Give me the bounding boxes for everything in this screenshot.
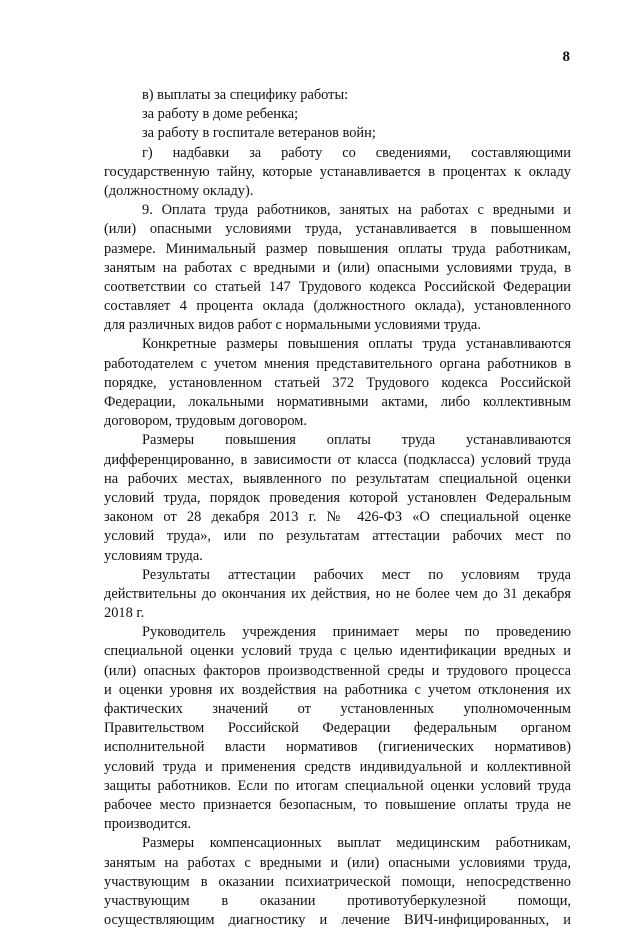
text-line: Федерации, локальными нормативными актами, либо коллективным	[104, 394, 571, 410]
text-line: действительны до окончания их действия, но не более чем до 31 декабря	[104, 585, 571, 602]
text-line: условий труда», или по результатам аттестации рабочих мест по	[104, 528, 571, 545]
text-line: условиям труда.	[104, 547, 203, 564]
page-number: 8	[562, 49, 570, 65]
text-line: производится.	[104, 816, 192, 833]
text-line: дифференцированно, в зависимости от класса (подкласса) условий труда	[104, 451, 571, 468]
text-line: участвующим в оказании психиатрической помощи, непосредственно	[104, 873, 571, 890]
text-line: на рабочих местах, выявленного по результатам специальной оценки	[104, 470, 571, 487]
text-line: Правительством Российской Федерации федеральным органом	[104, 720, 571, 737]
text-line: и оценки уровня их воздействия на работника с учетом отклонения их	[104, 681, 571, 698]
text-line: государственную тайну, которые устанавливается в процентах к окладу	[104, 163, 571, 180]
text-line: участвующим в оказании противотуберкулезной помощи,	[104, 892, 571, 909]
text-line: порядке, установленном статьей 372 Трудового кодекса Российской	[104, 374, 571, 391]
text-line: Руководитель учреждения принимает меры по проведению	[142, 624, 571, 641]
text-line: 9. Оплата труда работников, занятых на работах с вредными и	[142, 202, 571, 219]
text-line: осуществляющим диагностику и лечение ВИЧ-инфицированных, и	[104, 912, 571, 929]
text-line: за работу в госпитале ветеранов войн;	[142, 125, 376, 142]
text-line: (или) опасных факторов производственной среды и трудового процесса	[104, 662, 571, 679]
text-line: исполнительной власти нормативов (гигиенических нормативов)	[104, 739, 571, 756]
text-line: 2018 г.	[104, 605, 145, 622]
text-line: Размеры повышения оплаты труда устанавливаются	[142, 432, 571, 449]
text-line: (должностному окладу).	[104, 182, 254, 199]
text-line: Результаты аттестации рабочих мест по условиям труда	[142, 566, 571, 583]
text-line: за работу в доме ребенка;	[142, 106, 299, 123]
text-line: Размеры компенсационных выплат медицинским работникам,	[142, 835, 571, 852]
text-line: работодателем с учетом мнения представительного органа работников в	[104, 355, 571, 372]
text-line: (или) опасными условиями труда, устанавливается в повышенном	[104, 221, 571, 238]
text-line: в) выплаты за специфику работы:	[142, 87, 349, 103]
text-line: занятым на работах с вредными и (или) опасными условиями труда, в	[104, 259, 571, 276]
document-body	[104, 86, 571, 930]
text-line: Конкретные размеры повышения оплаты труда устанавливаются	[142, 336, 571, 353]
text-line: фактических значений от установленных уполномоченным	[104, 701, 571, 717]
text-line: г) надбавки за работу со сведениями, составляющими	[142, 144, 571, 161]
text-line: занятым на работах с вредными и (или) опасными условиями труда,	[104, 854, 571, 871]
text-line: для различных видов работ с нормальными условиями труда.	[104, 317, 481, 334]
text-line: размере. Минимальный размер повышения оплаты труда работникам,	[104, 240, 571, 257]
text-line: рабочее место признается безопасным, то повышение оплаты труда не	[104, 796, 571, 813]
text-line: условий труда, порядок проведения которой установлен Федеральным	[104, 489, 571, 506]
text-line: соответствии со статьей 147 Трудового кодекса Российской Федерации	[104, 278, 571, 295]
text-line: защиты работников. Если по итогам специальной оценки условий труда	[104, 777, 571, 794]
text-line: условий труда и применения средств индивидуальной и коллективной	[104, 758, 571, 775]
text-line: составляет 4 процента оклада (должностного оклада), установленного	[104, 298, 571, 315]
text-line: специальной оценки условий труда с целью идентификации вредных и	[104, 643, 571, 660]
text-line: законом от 28 декабря 2013 г. № 426-ФЗ «О специальной оценке	[104, 509, 571, 526]
text-line: договором, трудовым договором.	[104, 413, 307, 430]
